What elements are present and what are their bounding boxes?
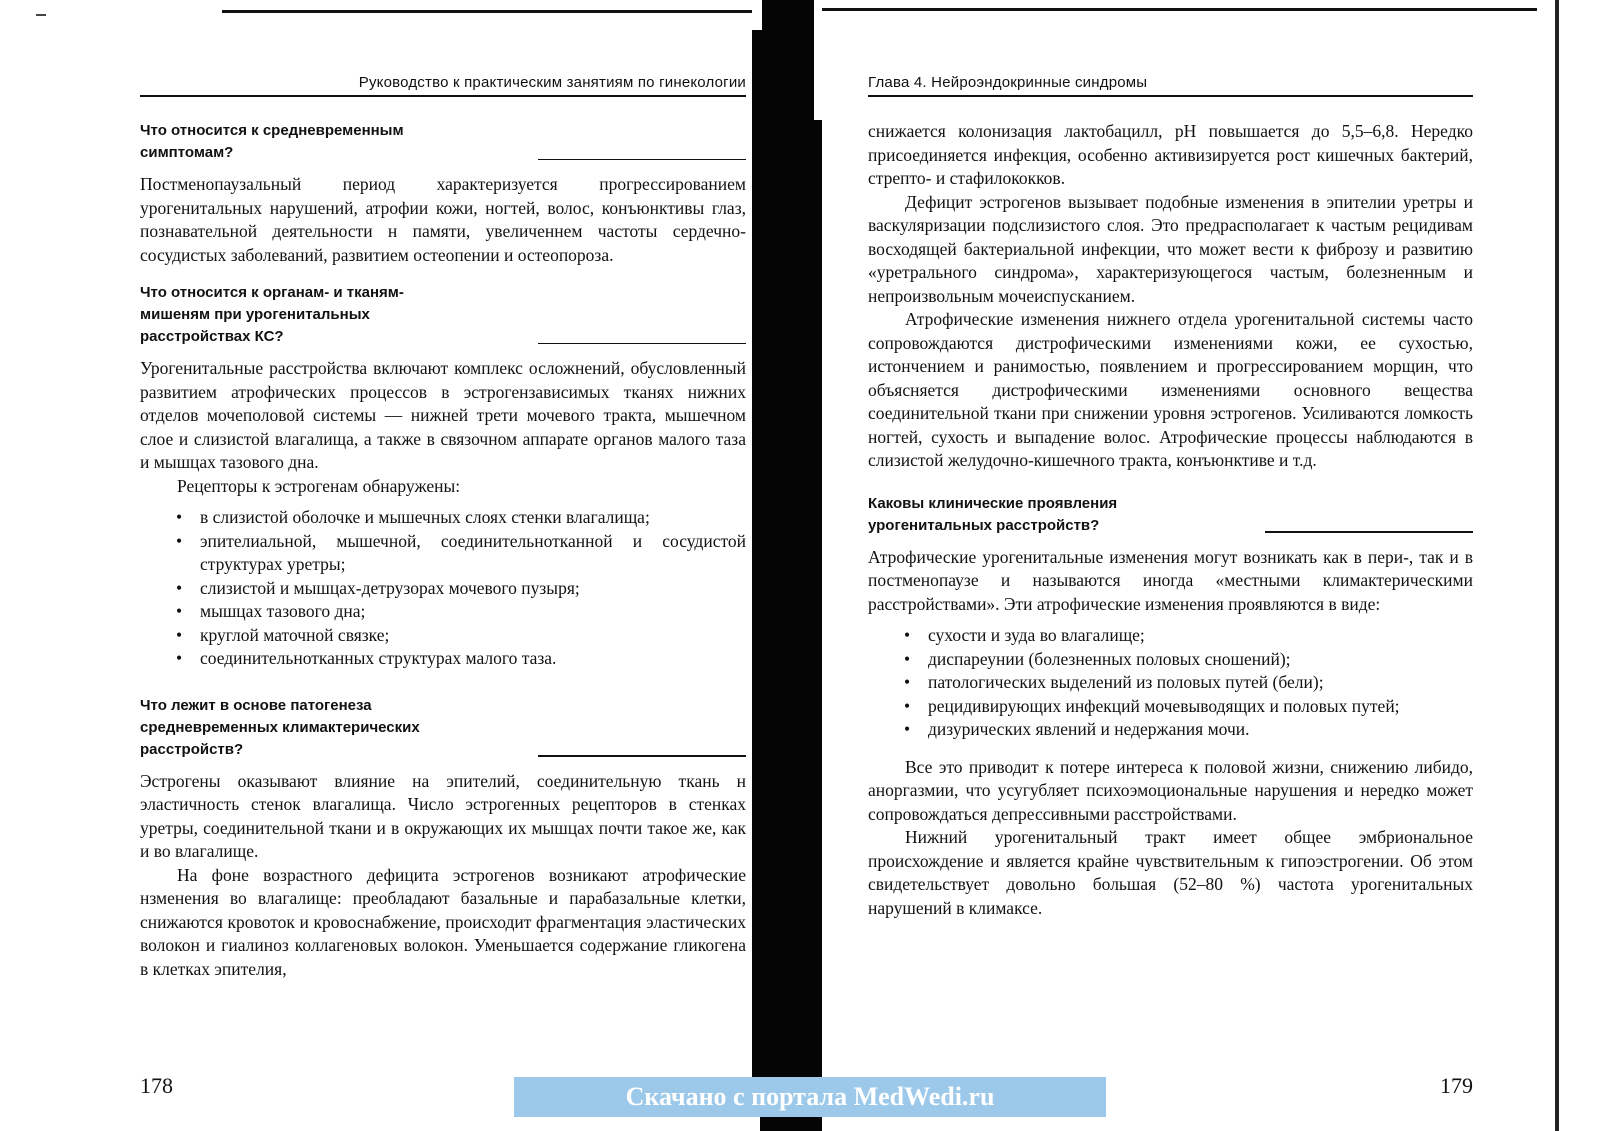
paragraph: Нижний урогенитальный тракт имеет общее эмбриональное происхождение и является крайне чувствительным к гипоэстрогении. Об этом свидетельствует довольно большая (52–80 %) частота урогенитальных нарушений в климаксе. xyxy=(868,827,1473,918)
header-rule xyxy=(140,95,746,97)
section-question: Что лежит в основе патогенеза средневременных климактерических расстройств? xyxy=(140,695,746,761)
right-page xyxy=(868,0,1473,1131)
bullet-icon: • xyxy=(904,625,911,645)
list-item: • эпителиальной, мышечной, соединительнотканной и сосудистой структурах уретры; xyxy=(176,530,746,574)
paragraph: Атрофические изменения нижнего отдела урогенитальной системы часто сопровождаются дистрофическими изменениями кожи, ее сухостью, истончением и ранимостью, появлением и прогрессированием морщин, что объясняется дистрофическими изменениями основного вещества соединительной ткани при снижении уровня эстрогенов. Усиливаются ломкость ногтей, сухость и выпадение волос. Атрофические процессы наблюдаются в слизистой желудочно-кишечного тракта, конъюнктиве и т.д. xyxy=(868,309,1473,470)
list-item: • слизистой и мышцах-детрузорах мочевого пузыря; xyxy=(140,577,746,601)
paragraph: Все это приводит к потере интереса к половой жизни, снижению либидо, аноргазмии, что усугубляет психоэмоциональные нарушения и нередко может сопровождаться депрессивными расстройствами. xyxy=(868,756,1473,824)
list-item: • в слизистой оболочке и мышечных слоях стенки влагалища; xyxy=(140,506,746,530)
paragraph: Дефицит эстрогенов вызывает подобные изменения в эпителии уретры и васкуляризации подслизистого слоя. Это предрасполагает к частым рецидивам восходящей бактериальной инфекции, что может вести к фиброзу и развитию «уретрального синдрома», характеризующегося частым, болезненным и непроизвольным мочеиспусканием. xyxy=(868,191,1473,306)
bullet-icon: • xyxy=(904,672,911,692)
bullet-icon: • xyxy=(176,624,183,645)
list-item: • соединительнотканных структурах малого таза. xyxy=(140,647,746,671)
watermark-banner: Скачано с портала MedWedi.ru xyxy=(514,1077,1106,1117)
list-item: • рецидивирующих инфекций мочевыводящих и половых путей; xyxy=(868,695,1473,719)
bullet-icon: • xyxy=(176,530,183,551)
list-item: • мышцах тазового дна; xyxy=(140,600,746,624)
list-item: • патологических выделений из половых путей (бели); xyxy=(868,671,1473,695)
left-page-body xyxy=(140,120,746,981)
paragraph: снижается колонизация лактобацилл, pH повышается до 5,5–6,8. Нередко присоединяется инфекция, особенно активизируется рост кишечных бактерий, стрепто- и стафилококков. xyxy=(868,121,1473,188)
running-head: Руководство к практическим занятиям по гинекологии xyxy=(358,74,746,91)
paragraph: Атрофические урогенитальные изменения могут возникать как в пери-, так и в постменопаузе и называются иногда «местными климактерическими расстройствами». Эти атрофические изменения проявляются в виде: xyxy=(868,546,1473,614)
paragraph: На фоне возрастного дефицита эстрогенов возникают атрофические нзменения во влагалище: преобладают базальные и парабазальные клетки, снижаются кровоток и кровоснабжение, происходит фрагментация эластических волокон и гиалиноз коллагеновых волокон. Уменьшается содержание гликогена в клетках эпителия, xyxy=(140,864,746,979)
paragraph: Рецепторы к эстрогенам обнаружены: xyxy=(177,475,461,496)
bullet-icon: • xyxy=(176,648,183,668)
header-rule xyxy=(868,95,1473,97)
scan-mark xyxy=(36,14,46,16)
list-item: • сухости и зуда во влагалище; xyxy=(868,624,1473,648)
receptor-list xyxy=(140,506,746,671)
right-page-body xyxy=(868,120,1473,920)
list-item: • дизурических явлений и недержания мочи. xyxy=(868,718,1473,742)
bullet-icon: • xyxy=(904,695,911,716)
bullet-icon: • xyxy=(176,507,183,527)
list-item: • круглой маточной связке; xyxy=(140,624,746,648)
left-page xyxy=(140,0,746,1131)
paragraph: Постменопаузальный период характеризуется прогрессированием урогенитальных нарушений, атрофии кожи, ногтей, волос, конъюнктивы глаз, познавательной деятельности н памяти, увеличеннем частоты сердечно-сосудистых заболеваний, развитием остеопении и остеопороза. xyxy=(140,174,746,265)
book-spine-gutter xyxy=(752,0,822,1131)
bullet-icon: • xyxy=(176,577,183,598)
page-edge-right xyxy=(1555,0,1559,1131)
page-number: 178 xyxy=(140,1073,173,1098)
bullet-icon: • xyxy=(904,719,911,739)
paragraph: Эстрогены оказывают влияние на эпителий, соединительную ткань н эластичность стенок влагалища. Число эстрогенных рецепторов в стенках уретры, соединительной ткани и в окружающих их мышцах почти такое же, как и во влагалище. xyxy=(140,770,746,861)
running-head: Глава 4. Нейроэндокринные синдромы xyxy=(868,74,1148,91)
symptom-list xyxy=(868,624,1473,742)
section-question: Каковы клинические проявления урогенитальных расстройств? xyxy=(868,493,1473,537)
section-question: Что относится к средневременным симптомам? xyxy=(140,120,746,164)
page-number: 179 xyxy=(1440,1073,1473,1098)
list-item: • диспареунии (болезненных половых сношений); xyxy=(868,648,1473,672)
bullet-icon: • xyxy=(904,648,911,669)
section-question: Что относится к органам- и тканям- мишеням при урогенитальных расстройствах КС? xyxy=(140,282,746,348)
bullet-icon: • xyxy=(176,601,183,621)
paragraph: Урогенитальные расстройства включают комплекс осложнений, обусловленный развитием атрофических процессов в эстрогензависимых тканях нижних отделов мочеполовой системы — нижней трети мочевого тракта, мышечном слое и слизистой влагалища, а также в связочном аппарате органов малого таза и мышцах тазового дна. xyxy=(140,358,746,472)
